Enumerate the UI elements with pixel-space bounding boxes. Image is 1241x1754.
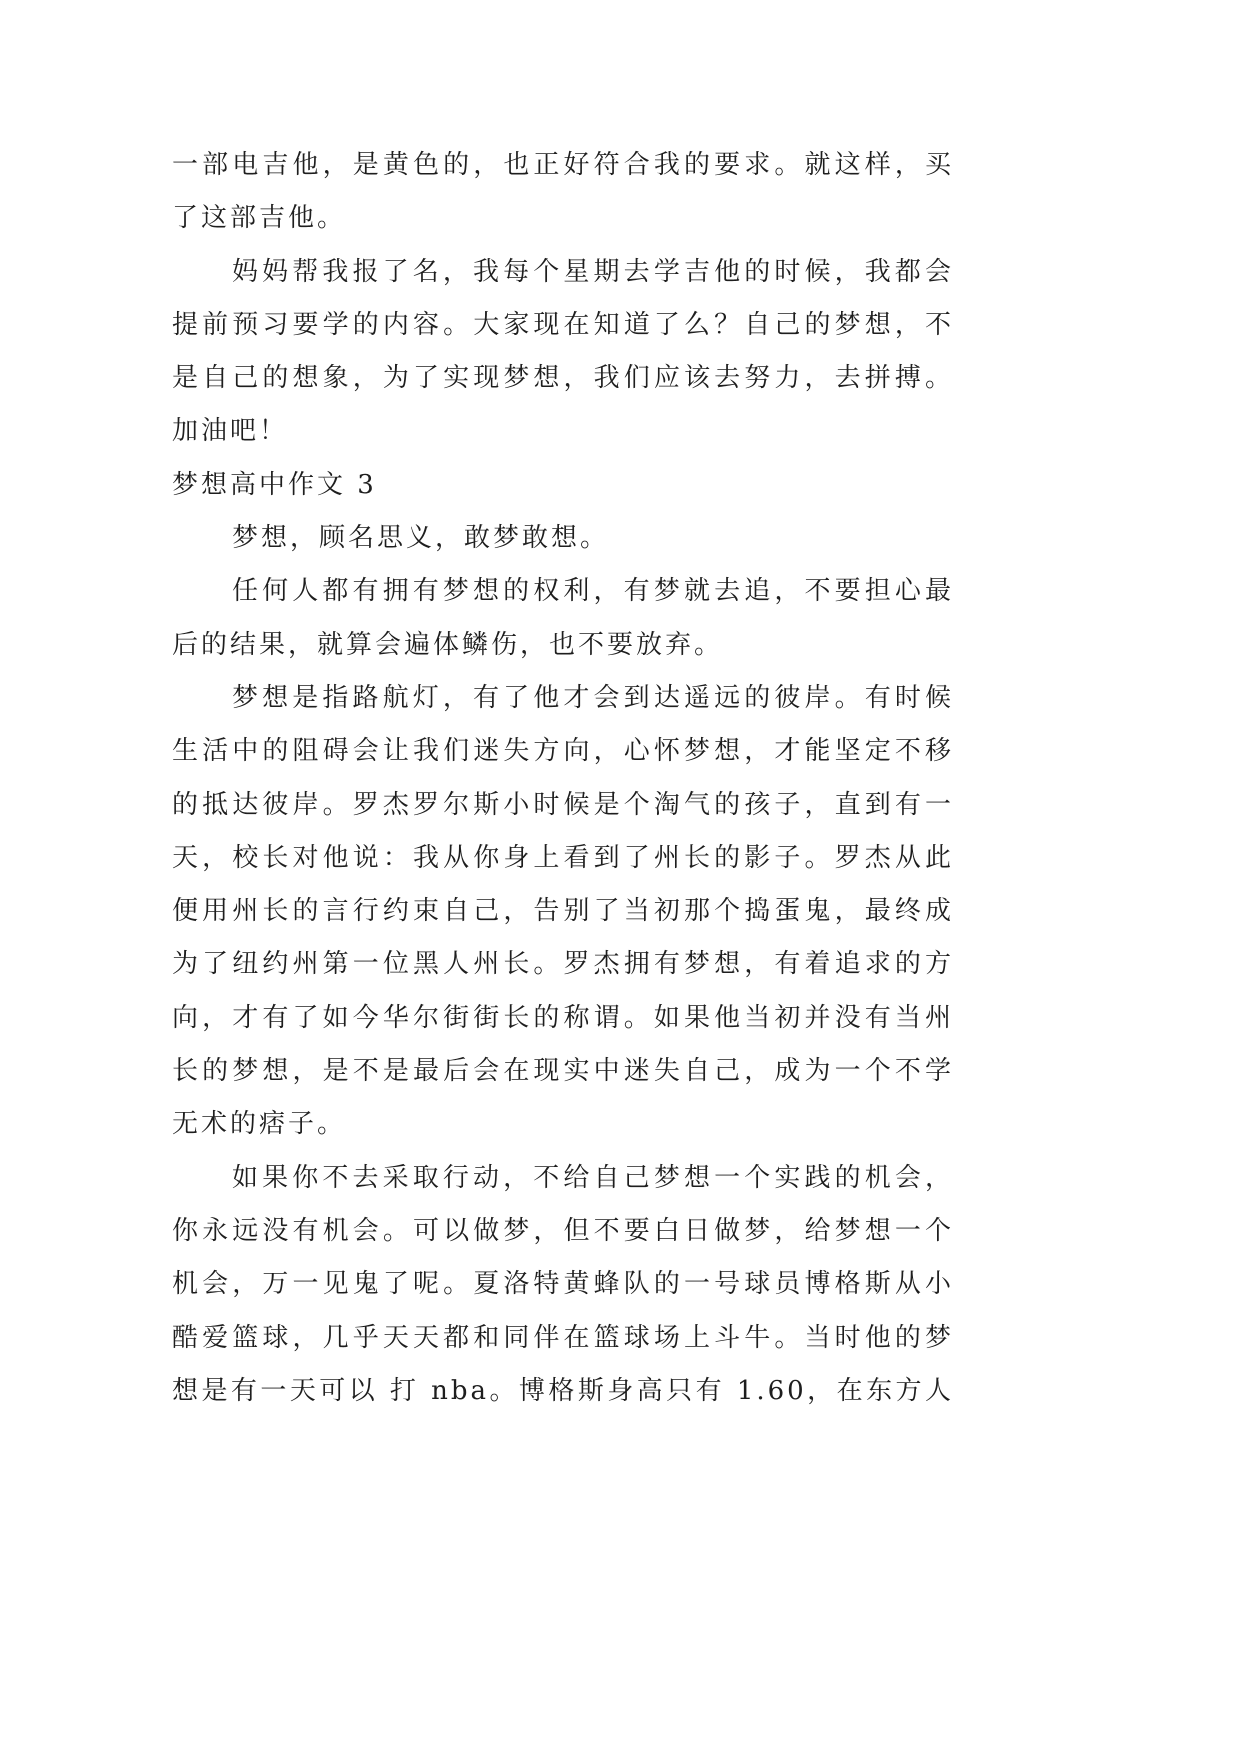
- paragraph-line: 提前预习要学的内容。大家现在知道了么？自己的梦想，不: [172, 309, 954, 340]
- paragraph-line: 向，才有了如今华尔街街长的称谓。如果他当初并没有当州: [172, 1002, 954, 1033]
- paragraph-line: 一部电吉他，是黄色的，也正好符合我的要求。就这样，买: [172, 150, 954, 180]
- paragraph-line: 妈妈帮我报了名，我每个星期去学吉他的时候，我都会: [232, 256, 954, 287]
- paragraph-line: 任何人都有拥有梦想的权利，有梦就去追，不要担心最: [232, 576, 954, 607]
- paragraph-line: 无术的痞子。: [172, 1109, 347, 1140]
- paragraph-line: 想是有一天可以 打 nba。博格斯身高只有 1.60，在东方人: [172, 1375, 954, 1406]
- paragraph-line: 机会，万一见鬼了呢。夏洛特黄蜂队的一号球员博格斯从小: [172, 1269, 954, 1300]
- paragraph-line: 你永远没有机会。可以做梦，但不要白日做梦，给梦想一个: [172, 1215, 954, 1246]
- paragraph-line: 的抵达彼岸。罗杰罗尔斯小时候是个淘气的孩子，直到有一: [172, 789, 954, 820]
- paragraph-line: 梦想，顾名思义，敢梦敢想。: [232, 523, 610, 554]
- paragraph-line: 生活中的阻碍会让我们迷失方向，心怀梦想，才能坚定不移: [172, 736, 954, 767]
- paragraph-line: 为了纽约州第一位黑人州长。罗杰拥有梦想，有着追求的方: [172, 949, 954, 980]
- paragraph-line: 后的结果，就算会遍体鳞伤，也不要放弃。: [172, 629, 724, 660]
- paragraph-line: 梦想是指路航灯，有了他才会到达遥远的彼岸。有时候: [232, 682, 954, 713]
- paragraph-line: 是自己的想象，为了实现梦想，我们应该去努力，去拼搏。: [172, 363, 954, 394]
- intro-paragraph: [172, 246, 954, 459]
- body-paragraph: [172, 1152, 954, 1418]
- document-page: [172, 139, 954, 1418]
- paragraph-line: 酷爱篮球，几乎天天都和同伴在篮球场上斗牛。当时他的梦: [172, 1322, 954, 1353]
- paragraph-line: 如果你不去采取行动，不给自己梦想一个实践的机会，: [232, 1162, 954, 1193]
- paragraph-line: 加油吧！: [172, 416, 289, 447]
- body-paragraph: [172, 512, 954, 565]
- paragraph-line: 长的梦想，是不是最后会在现实中迷失自己，成为一个不学: [172, 1056, 954, 1087]
- paragraph-line: 便用州长的言行约束自己，告别了当初那个捣蛋鬼，最终成: [172, 896, 954, 927]
- body-paragraph: [172, 672, 954, 1152]
- section-heading: 梦想高中作文 3: [172, 469, 377, 500]
- intro-paragraph: [172, 139, 954, 246]
- paragraph-line: 天，校长对他说：我从你身上看到了州长的影子。罗杰从此: [172, 842, 954, 873]
- paragraph-line: 了这部吉他。: [172, 203, 347, 234]
- body-paragraph: [172, 565, 954, 672]
